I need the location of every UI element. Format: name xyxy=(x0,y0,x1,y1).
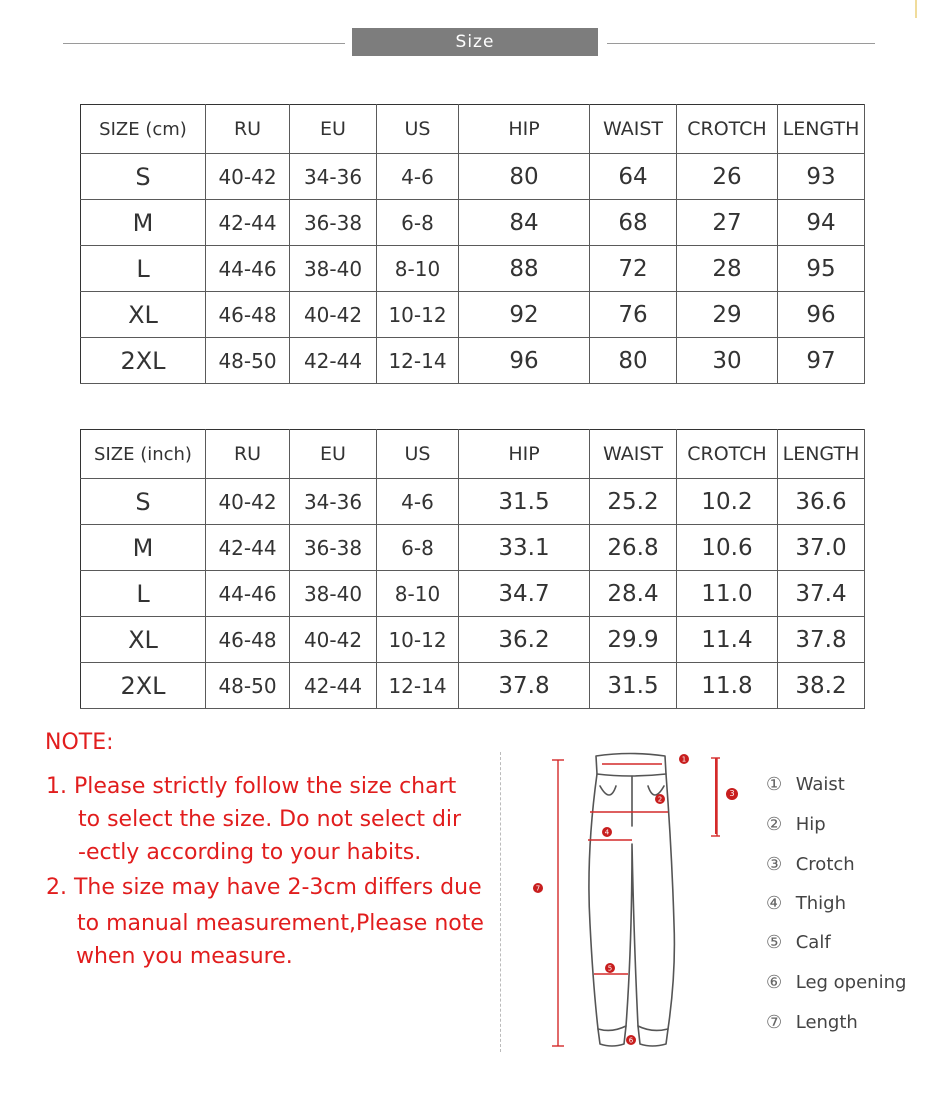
cell-eu: 34-36 xyxy=(290,154,377,200)
cell-length: 94 xyxy=(778,200,865,246)
cell-us: 6-8 xyxy=(377,200,459,246)
header-cell-size: SIZE (cm) xyxy=(81,105,206,154)
legend-num: ③ xyxy=(766,854,783,875)
cell-ru: 40-42 xyxy=(206,154,290,200)
cell-length: 95 xyxy=(778,246,865,292)
cell-eu: 36-38 xyxy=(290,525,377,571)
divider-dashed xyxy=(500,752,501,1052)
header-cell-ru: RU xyxy=(206,105,290,154)
measure-crotch-bar xyxy=(715,758,717,834)
cell-waist: 28.4 xyxy=(590,571,677,617)
cell-us: 12-14 xyxy=(377,663,459,709)
cell-waist: 76 xyxy=(590,292,677,338)
section-title: Size xyxy=(352,28,598,56)
table-header-row xyxy=(81,430,865,479)
table-row xyxy=(81,571,865,617)
legend-label: Crotch xyxy=(795,854,855,875)
cell-crotch: 11.4 xyxy=(677,617,778,663)
note-line: 2. The size may have 2-3cm differs due xyxy=(46,875,482,900)
cell-crotch: 11.8 xyxy=(677,663,778,709)
cell-waist: 25.2 xyxy=(590,479,677,525)
size-table-inch xyxy=(80,429,865,709)
note-line: 1. Please strictly follow the size chart xyxy=(46,774,457,799)
marker-3-badge xyxy=(726,788,738,800)
legend-label: Hip xyxy=(795,814,826,835)
cuff-right xyxy=(638,1026,668,1030)
cell-size: L xyxy=(81,246,206,292)
header-cell-crotch: CROTCH xyxy=(677,105,778,154)
cell-eu: 36-38 xyxy=(290,200,377,246)
cuff-left xyxy=(598,1026,626,1030)
cell-length: 36.6 xyxy=(778,479,865,525)
table-row xyxy=(81,525,865,571)
cell-hip: 96 xyxy=(459,338,590,384)
cell-size: XL xyxy=(81,617,206,663)
cell-crotch: 26 xyxy=(677,154,778,200)
cell-us: 10-12 xyxy=(377,292,459,338)
cell-size: 2XL xyxy=(81,663,206,709)
header-cell-size: SIZE (inch) xyxy=(81,430,206,479)
cell-us: 8-10 xyxy=(377,246,459,292)
legend-item-waist xyxy=(766,774,845,795)
cell-ru: 48-50 xyxy=(206,338,290,384)
legend-item-length xyxy=(766,1012,858,1033)
legend-item-calf xyxy=(766,932,831,953)
table-row xyxy=(81,617,865,663)
cell-hip: 36.2 xyxy=(459,617,590,663)
cell-hip: 92 xyxy=(459,292,590,338)
legend-item-hip xyxy=(766,814,826,835)
cell-crotch: 11.0 xyxy=(677,571,778,617)
cell-eu: 38-40 xyxy=(290,246,377,292)
header-cell-crotch: CROTCH xyxy=(677,430,778,479)
cell-size: M xyxy=(81,200,206,246)
table-row xyxy=(81,663,865,709)
cell-hip: 37.8 xyxy=(459,663,590,709)
cell-length: 37.0 xyxy=(778,525,865,571)
cell-hip: 84 xyxy=(459,200,590,246)
legend-num: ② xyxy=(766,814,783,835)
size-table-cm xyxy=(80,104,865,384)
cell-eu: 42-44 xyxy=(290,338,377,384)
cell-size: S xyxy=(81,154,206,200)
cell-ru: 46-48 xyxy=(206,292,290,338)
table-row xyxy=(81,292,865,338)
marker-1-label: 1 xyxy=(681,755,687,764)
note-line: to manual measurement,Please note xyxy=(77,911,484,936)
cell-size: L xyxy=(81,571,206,617)
cell-waist: 31.5 xyxy=(590,663,677,709)
legend-item-crotch xyxy=(766,854,855,875)
header-cell-us: US xyxy=(377,430,459,479)
header-cell-eu: EU xyxy=(290,105,377,154)
cell-length: 38.2 xyxy=(778,663,865,709)
marker-5-label: 5 xyxy=(607,964,613,973)
header-cell-hip: HIP xyxy=(459,430,590,479)
cell-length: 93 xyxy=(778,154,865,200)
legend-label: Length xyxy=(795,1012,858,1033)
cell-waist: 29.9 xyxy=(590,617,677,663)
table-row xyxy=(81,154,865,200)
header-cell-length: LENGTH xyxy=(778,105,865,154)
cell-us: 10-12 xyxy=(377,617,459,663)
cell-hip: 80 xyxy=(459,154,590,200)
cell-eu: 42-44 xyxy=(290,663,377,709)
note-line: when you measure. xyxy=(76,944,293,969)
table-row xyxy=(81,338,865,384)
marker-6-label: 6 xyxy=(628,1036,634,1045)
header-cell-waist: WAIST xyxy=(590,430,677,479)
cell-us: 6-8 xyxy=(377,525,459,571)
cell-ru: 46-48 xyxy=(206,617,290,663)
legend-label: Calf xyxy=(795,932,831,953)
cell-crotch: 29 xyxy=(677,292,778,338)
header-rule-right xyxy=(607,43,875,44)
cell-eu: 34-36 xyxy=(290,479,377,525)
legend-label: Thigh xyxy=(795,893,846,914)
header-cell-us: US xyxy=(377,105,459,154)
cell-hip: 31.5 xyxy=(459,479,590,525)
header-cell-hip: HIP xyxy=(459,105,590,154)
table-header-row xyxy=(81,105,865,154)
legend-label: Leg opening xyxy=(795,972,907,993)
cell-crotch: 10.6 xyxy=(677,525,778,571)
header-cell-eu: EU xyxy=(290,430,377,479)
pocket-left xyxy=(600,786,616,795)
legend-item-leg-opening xyxy=(766,972,906,993)
marker-2-label: 2 xyxy=(657,795,663,804)
cell-ru: 48-50 xyxy=(206,663,290,709)
cell-hip: 88 xyxy=(459,246,590,292)
cell-waist: 26.8 xyxy=(590,525,677,571)
legend-num: ⑥ xyxy=(766,972,783,993)
cell-ru: 42-44 xyxy=(206,525,290,571)
marker-4-label: 4 xyxy=(604,828,610,837)
cell-hip: 34.7 xyxy=(459,571,590,617)
cell-ru: 42-44 xyxy=(206,200,290,246)
cell-us: 8-10 xyxy=(377,571,459,617)
note-line: -ectly according to your habits. xyxy=(78,840,422,865)
header-cell-length: LENGTH xyxy=(778,430,865,479)
cell-waist: 80 xyxy=(590,338,677,384)
corner-mark xyxy=(915,0,917,18)
legend-item-thigh xyxy=(766,893,846,914)
waistband-outline xyxy=(596,754,666,777)
cell-us: 12-14 xyxy=(377,338,459,384)
cell-ru: 40-42 xyxy=(206,479,290,525)
cell-ru: 44-46 xyxy=(206,571,290,617)
cell-length: 37.4 xyxy=(778,571,865,617)
cell-ru: 44-46 xyxy=(206,246,290,292)
pocket-right xyxy=(648,786,664,795)
header-rule-left xyxy=(63,43,345,44)
legend-num: ⑤ xyxy=(766,932,783,953)
cell-crotch: 27 xyxy=(677,200,778,246)
cell-size: XL xyxy=(81,292,206,338)
cell-crotch: 10.2 xyxy=(677,479,778,525)
cell-waist: 64 xyxy=(590,154,677,200)
cell-hip: 33.1 xyxy=(459,525,590,571)
legend-num: ① xyxy=(766,774,783,795)
cell-eu: 38-40 xyxy=(290,571,377,617)
cell-size: 2XL xyxy=(81,338,206,384)
header-cell-ru: RU xyxy=(206,430,290,479)
cell-crotch: 28 xyxy=(677,246,778,292)
cell-size: M xyxy=(81,525,206,571)
cell-waist: 72 xyxy=(590,246,677,292)
table-row xyxy=(81,246,865,292)
cell-length: 97 xyxy=(778,338,865,384)
cell-size: S xyxy=(81,479,206,525)
cell-eu: 40-42 xyxy=(290,292,377,338)
marker-7-label: 7 xyxy=(535,884,541,893)
legend-num: ⑦ xyxy=(766,1012,783,1033)
marker-3-label: 3 xyxy=(729,789,735,798)
note-title: NOTE: xyxy=(45,730,114,755)
note-line: to select the size. Do not select dir xyxy=(78,807,462,832)
cell-length: 96 xyxy=(778,292,865,338)
legend-label: Waist xyxy=(795,774,845,795)
table-row xyxy=(81,479,865,525)
cell-waist: 68 xyxy=(590,200,677,246)
cell-eu: 40-42 xyxy=(290,617,377,663)
table-row xyxy=(81,200,865,246)
cell-us: 4-6 xyxy=(377,479,459,525)
cell-us: 4-6 xyxy=(377,154,459,200)
header-cell-waist: WAIST xyxy=(590,105,677,154)
legend-num: ④ xyxy=(766,893,783,914)
cell-length: 37.8 xyxy=(778,617,865,663)
pants-measurement-diagram xyxy=(520,744,720,1064)
cell-crotch: 30 xyxy=(677,338,778,384)
